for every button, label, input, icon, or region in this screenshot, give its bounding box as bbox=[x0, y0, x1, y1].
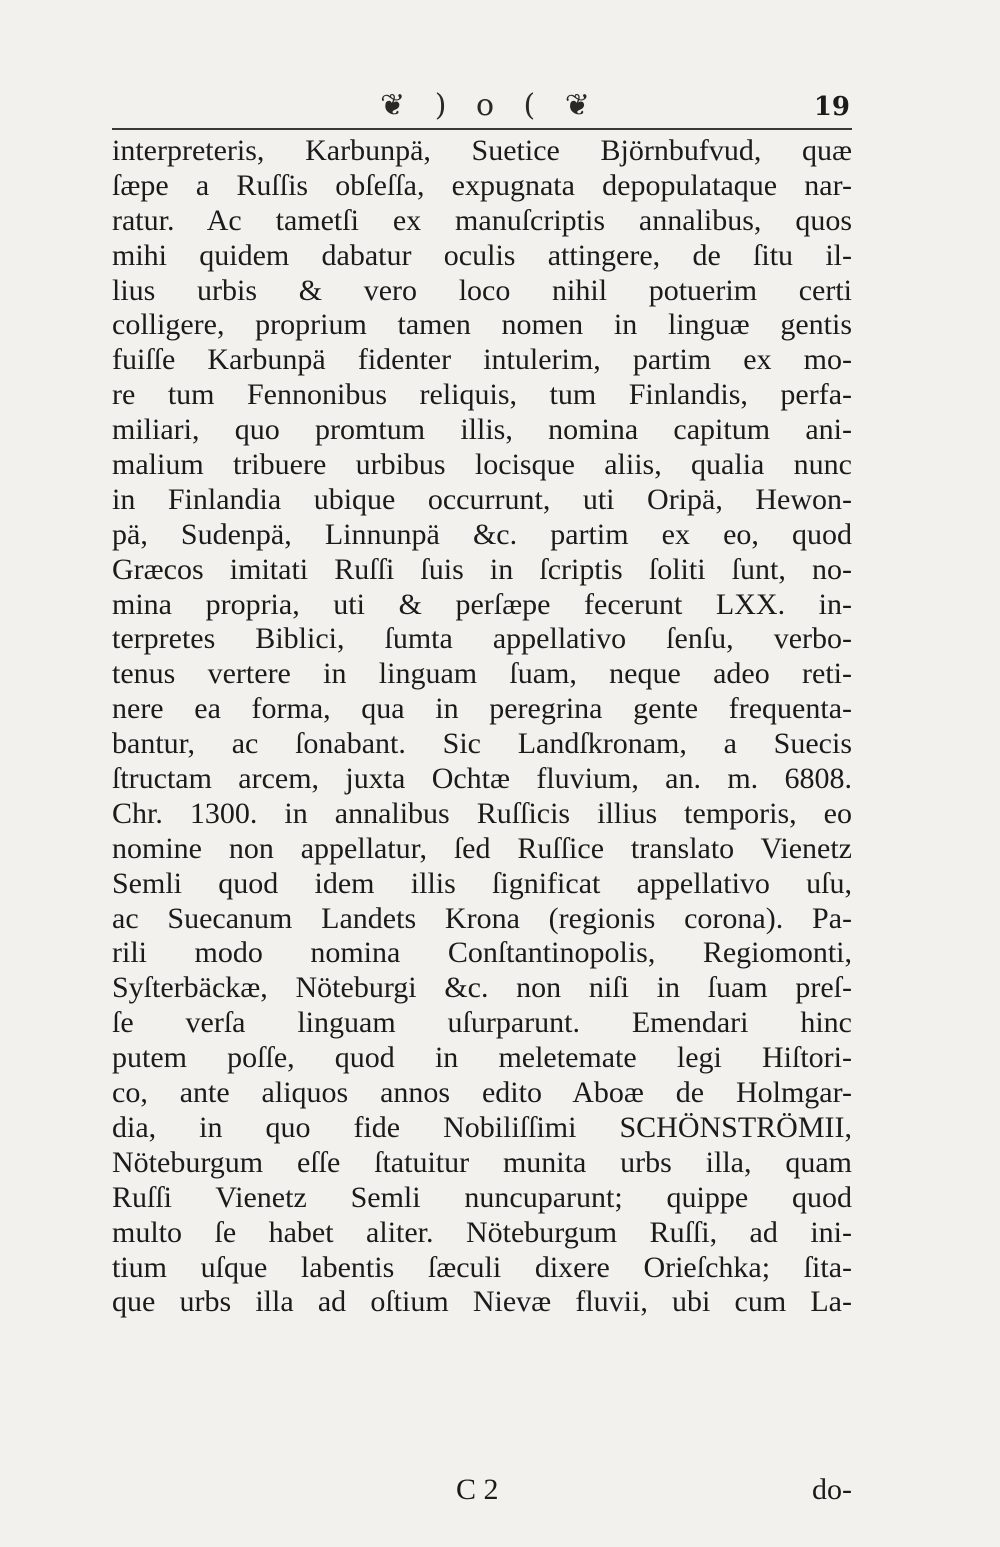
text-line: malium tribuere urbibus locisque aliis, qualia nunc bbox=[112, 448, 852, 482]
text-line: Chr. 1300. in annalibus Ruſſicis illius temporis, eo bbox=[112, 796, 852, 830]
text-line: fuiſſe Karbunpä fidenter intulerim, partim ex mo- bbox=[112, 343, 852, 377]
text-line: mina propria, uti & perſæpe fecerunt LXX. in- bbox=[112, 587, 852, 621]
text-line: tenus vertere in linguam ſuam, neque adeo reti- bbox=[112, 657, 852, 691]
text-line: ac Suecanum Landets Krona (regionis corona). Pa- bbox=[112, 901, 852, 935]
text-line: colligere, proprium tamen nomen in linguæ gentis bbox=[112, 308, 852, 342]
page-footer bbox=[112, 1473, 852, 1513]
text-line: multo ſe habet aliter. Nöteburgum Ruſſi, ad ini- bbox=[112, 1215, 852, 1249]
text-line: ratur. Ac tametſi ex manuſcriptis annalibus, quos bbox=[112, 203, 852, 237]
text-line: in Finlandia ubique occurrunt, uti Oripä, Hewon- bbox=[112, 482, 852, 516]
text-line: nomine non appellatur, ſed Ruſſice translato Vienetz bbox=[112, 831, 852, 865]
text-line: putem poſſe, quod in meletemate legi Hiſtori- bbox=[112, 1041, 852, 1075]
text-line: mihi quidem dabatur oculis attingere, de ſitu il- bbox=[112, 238, 852, 272]
text-line: Semli quod idem illis ſignificat appellativo uſu, bbox=[112, 866, 852, 900]
text-line: co, ante aliquos annos edito Aboæ de Holmgar- bbox=[112, 1076, 852, 1110]
signature-mark: C 2 bbox=[456, 1473, 499, 1506]
text-line: miliari, quo promtum illis, nomina capitum ani- bbox=[112, 413, 852, 447]
page-header bbox=[110, 88, 850, 128]
text-line: Ruſſi Vienetz Semli nuncuparunt; quippe quod bbox=[112, 1180, 852, 1214]
header-rule bbox=[112, 128, 852, 130]
text-line: bantur, ac ſonabant. Sic Landſkronam, a Suecis bbox=[112, 727, 852, 761]
body-text bbox=[112, 134, 852, 1320]
text-line: que urbs illa ad oſtium Nievæ fluvii, ubi cum La- bbox=[112, 1285, 852, 1319]
text-line: terpretes Biblici, ſumta appellativo ſenſu, verbo- bbox=[112, 622, 852, 656]
text-line: ſe verſa linguam uſurparunt. Emendari hinc bbox=[112, 1006, 852, 1040]
text-line: re tum Fennonibus reliquis, tum Finlandis, perfa- bbox=[112, 378, 852, 412]
text-line: lius urbis & vero loco nihil potuerim certi bbox=[112, 273, 852, 307]
text-line: Nöteburgum eſſe ſtatuitur munita urbs illa, quam bbox=[112, 1145, 852, 1179]
header-ornament: ❦ ) o ( ❦ bbox=[380, 88, 600, 123]
page-number: 19 bbox=[813, 92, 850, 122]
text-line: nere ea forma, qua in peregrina gente frequenta- bbox=[112, 692, 852, 726]
text-line: rili modo nomina Conſtantinopolis, Regiomonti, bbox=[112, 936, 852, 970]
text-line: tium uſque labentis ſæculi dixere Orieſchka; ſita- bbox=[112, 1250, 852, 1284]
text-line: Græcos imitati Ruſſi ſuis in ſcriptis ſoliti ſunt, no- bbox=[112, 552, 852, 586]
text-line: Syſterbäckæ, Nöteburgi &c. non niſi in ſuam preſ- bbox=[112, 971, 852, 1005]
catchword: do- bbox=[812, 1473, 852, 1506]
text-line: ſtructam arcem, juxta Ochtæ fluvium, an. m. 6808. bbox=[112, 762, 852, 796]
text-line: interpreteris, Karbunpä, Suetice Björnbufvud, quæ bbox=[112, 134, 852, 167]
text-line: ſæpe a Ruſſis obſeſſa, expugnata depopulataque nar- bbox=[112, 168, 852, 202]
text-line: pä, Sudenpä, Linnunpä &c. partim ex eo, quod bbox=[112, 517, 852, 551]
text-line: dia, in quo fide Nobiliſſimi SCHÖNSTRÖMII, bbox=[112, 1110, 852, 1144]
